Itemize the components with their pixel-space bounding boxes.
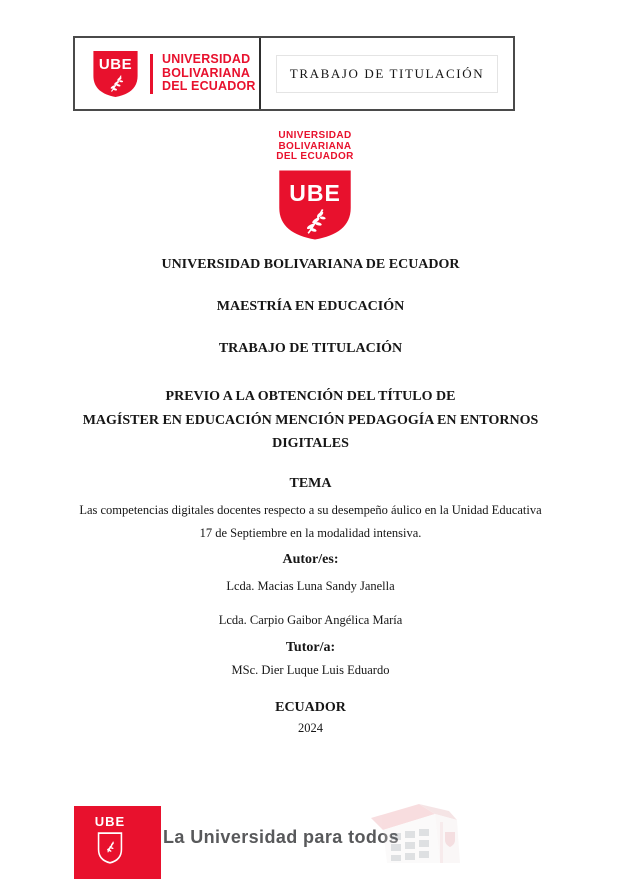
footer-ube-logo <box>74 806 161 879</box>
university-logo <box>9 131 621 241</box>
document-type-heading: TRABAJO DE TITULACIÓN <box>218 341 403 356</box>
ube-shield-logo <box>92 50 139 98</box>
logo-name-line: BOLIVARIANA <box>162 65 251 80</box>
author-name: Lcda. Macias Luna Sandy Janella <box>226 579 395 593</box>
university-name-center <box>9 131 621 163</box>
thesis-title-line1: Las competencias digitales docentes respecto a su desempeño áulico en la Unidad Educativa <box>79 503 542 517</box>
country-line: ECUADOR <box>275 700 346 715</box>
laurel-leaf-icon <box>302 206 328 235</box>
header-title: TRABAJO DE TITULACIÓN <box>289 65 485 81</box>
title-frame-artifact <box>276 55 498 93</box>
degree-name-line: MAGÍSTER EN EDUCACIÓN MENCIÓN PEDAGOGÍA EN ENTORNOS <box>82 413 539 428</box>
shield-outline-icon <box>97 832 123 864</box>
authors-label: Autor/es: <box>282 552 339 567</box>
ube-acronym: UBE <box>94 814 126 829</box>
building-photo <box>343 804 465 863</box>
logo-name-line: DEL ECUADOR <box>276 151 354 162</box>
tema-label: TEMA <box>289 476 332 491</box>
logo-name-line: UNIVERSIDAD <box>278 130 352 141</box>
author-name: Lcda. Carpio Gaibor Angélica María <box>218 613 403 627</box>
logo-name-line: UNIVERSIDAD <box>162 52 251 67</box>
logo-name-line: BOLIVARIANA <box>278 140 352 152</box>
thesis-title-line2: 17 de Septiembre en la modalidad intensiva. <box>199 526 422 540</box>
logo-divider <box>150 54 153 94</box>
degree-intro-line: PREVIO A LA OBTENCIÓN DEL TÍTULO DE <box>165 389 456 404</box>
footer-slogan: La Universidad para todos <box>163 827 400 847</box>
header-title-cell <box>261 38 513 109</box>
university-name-heading: UNIVERSIDAD BOLIVARIANA DE ECUADOR <box>161 257 460 272</box>
header-banner <box>73 36 515 111</box>
header-logo-cell <box>75 38 261 109</box>
degree-name-line2: DIGITALES <box>272 436 349 451</box>
ube-shield-logo-large <box>277 169 353 241</box>
ube-acronym: UBE <box>98 55 133 73</box>
tutor-name: MSc. Dier Luque Luis Eduardo <box>231 663 390 677</box>
university-name-logo <box>162 53 256 94</box>
year-line: 2024 <box>298 721 323 735</box>
program-heading: MAESTRÍA EN EDUCACIÓN <box>216 299 405 314</box>
laurel-leaf-icon <box>107 73 124 93</box>
logo-name-line: DEL ECUADOR <box>162 79 256 94</box>
tutor-label: Tutor/a: <box>285 640 336 655</box>
ube-acronym: UBE <box>289 179 341 206</box>
